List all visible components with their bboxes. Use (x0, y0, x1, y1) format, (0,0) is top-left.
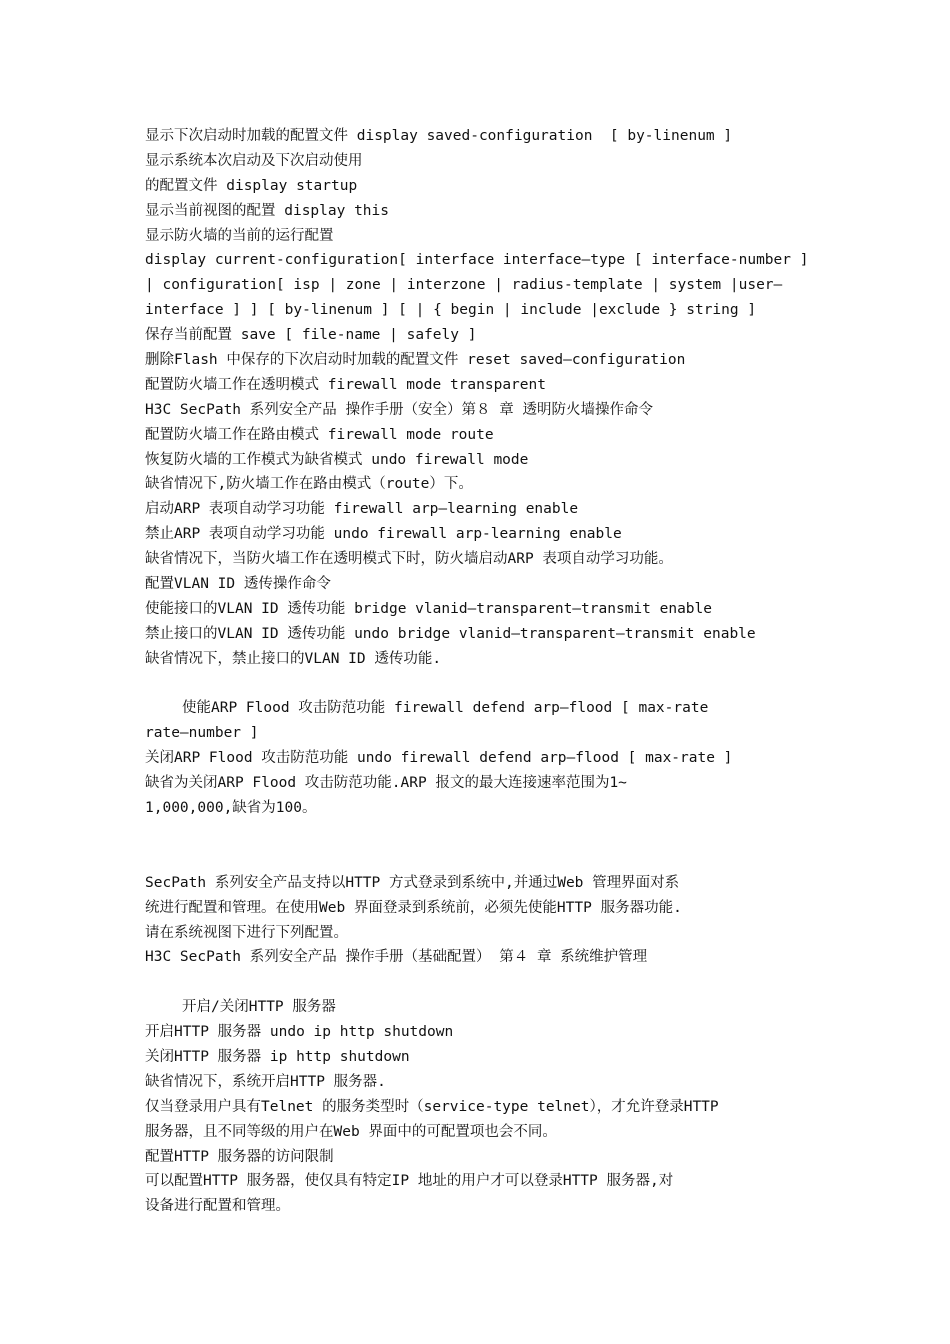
text-line: 服务器，且不同等级的用户在Web 界面中的可配置项也会不同。 (145, 1123, 557, 1140)
blank-line (145, 846, 825, 871)
blank-line (145, 672, 825, 697)
text-line: rate—number ] (145, 725, 259, 742)
text-line: 删除Flash 中保存的下次启动时加载的配置文件 reset saved—configuration (145, 352, 686, 369)
text-line: SecPath 系列安全产品支持以HTTP 方式登录到系统中,并通过Web 管理界面对系 (145, 874, 680, 891)
blank-line (145, 821, 825, 846)
section-header-line: H3C SecPath 系列安全产品 操作手册（基础配置） 第４ 章 系统维护管理 (145, 949, 648, 966)
section-header-line: H3C SecPath 系列安全产品 操作手册（安全）第８ 章 透明防火墙操作命令 (145, 401, 653, 418)
text-line: 的配置文件 display startup (145, 177, 358, 194)
text-line: 开启HTTP 服务器 undo ip http shutdown (145, 1024, 454, 1041)
text-line: 配置VLAN ID 透传操作命令 (145, 576, 331, 593)
blank-line (145, 970, 825, 995)
text-line: 缺省情况下，当防火墙工作在透明模式下时，防火墙启动ARP 表项自动学习功能。 (145, 551, 673, 568)
text-line: 恢复防火墙的工作模式为缺省模式 undo firewall mode (145, 451, 529, 468)
text-line: 配置防火墙工作在路由模式 firewall mode route (145, 426, 494, 443)
text-line: 仅当登录用户具有Telnet 的服务类型时（service-type telnet），才允许登录HTTP (145, 1098, 719, 1115)
text-line: 保存当前配置 save [ file-name | safely ] (145, 327, 477, 344)
text-line: 显示当前视图的配置 display this (145, 202, 389, 219)
text-line: 缺省情况下，禁止接口的VLAN ID 透传功能. (145, 650, 442, 667)
text-line: 可以配置HTTP 服务器，使仅具有特定IP 地址的用户才可以登录HTTP 服务器,对 (145, 1173, 674, 1190)
text-line: 设备进行配置和管理。 (145, 1198, 290, 1215)
text-line: | configuration[ isp | zone | interzone | radius-template | system |user— (145, 277, 783, 294)
text-line: 缺省为关闭ARP Flood 攻击防范功能.ARP 报文的最大连接速率范围为1~ (145, 775, 627, 792)
text-line: 缺省情况下,防火墙工作在路由模式（route）下。 (145, 476, 473, 493)
text-line: 显示防火墙的当前的运行配置 (145, 227, 334, 244)
text-line: 关闭HTTP 服务器 ip http shutdown (145, 1048, 410, 1065)
text-line: 配置防火墙工作在透明模式 firewall mode transparent (145, 376, 546, 393)
document-body (145, 124, 825, 1219)
text-line: 1,000,000,缺省为100。 (145, 800, 317, 817)
text-line: 缺省情况下，系统开启HTTP 服务器. (145, 1073, 386, 1090)
indented-text-line: 使能ARP Flood 攻击防范功能 firewall defend arp—flood [ max-rate (182, 700, 709, 717)
text-line: 禁止接口的VLAN ID 透传功能 undo bridge vlanid—transparent—transmit enable (145, 625, 756, 642)
text-line: 显示系统本次启动及下次启动使用 (145, 152, 363, 169)
text-line: 使能接口的VLAN ID 透传功能 bridge vlanid—transparent—transmit enable (145, 600, 712, 617)
text-line: 显示下次启动时加载的配置文件 display saved-configuration [ by-linenum ] (145, 128, 733, 144)
text-line: display current-configuration[ interface interface—type [ interface-number ] (145, 252, 809, 269)
text-line: 请在系统视图下进行下列配置。 (145, 924, 348, 941)
text-line: interface ] ] [ by-linenum ] [ | { begin | include |exclude } string ] (145, 302, 757, 319)
text-line: 禁止ARP 表项自动学习功能 undo firewall arp-learning enable (145, 526, 622, 543)
indented-text-line: 开启/关闭HTTP 服务器 (182, 999, 336, 1016)
text-line: 关闭ARP Flood 攻击防范功能 undo firewall defend arp—flood [ max-rate ] (145, 750, 733, 767)
text-line: 配置HTTP 服务器的访问限制 (145, 1148, 334, 1165)
text-line: 统进行配置和管理。在使用Web 界面登录到系统前，必须先使能HTTP 服务器功能. (145, 899, 682, 916)
text-line: 启动ARP 表项自动学习功能 firewall arp—learning enable (145, 501, 579, 518)
